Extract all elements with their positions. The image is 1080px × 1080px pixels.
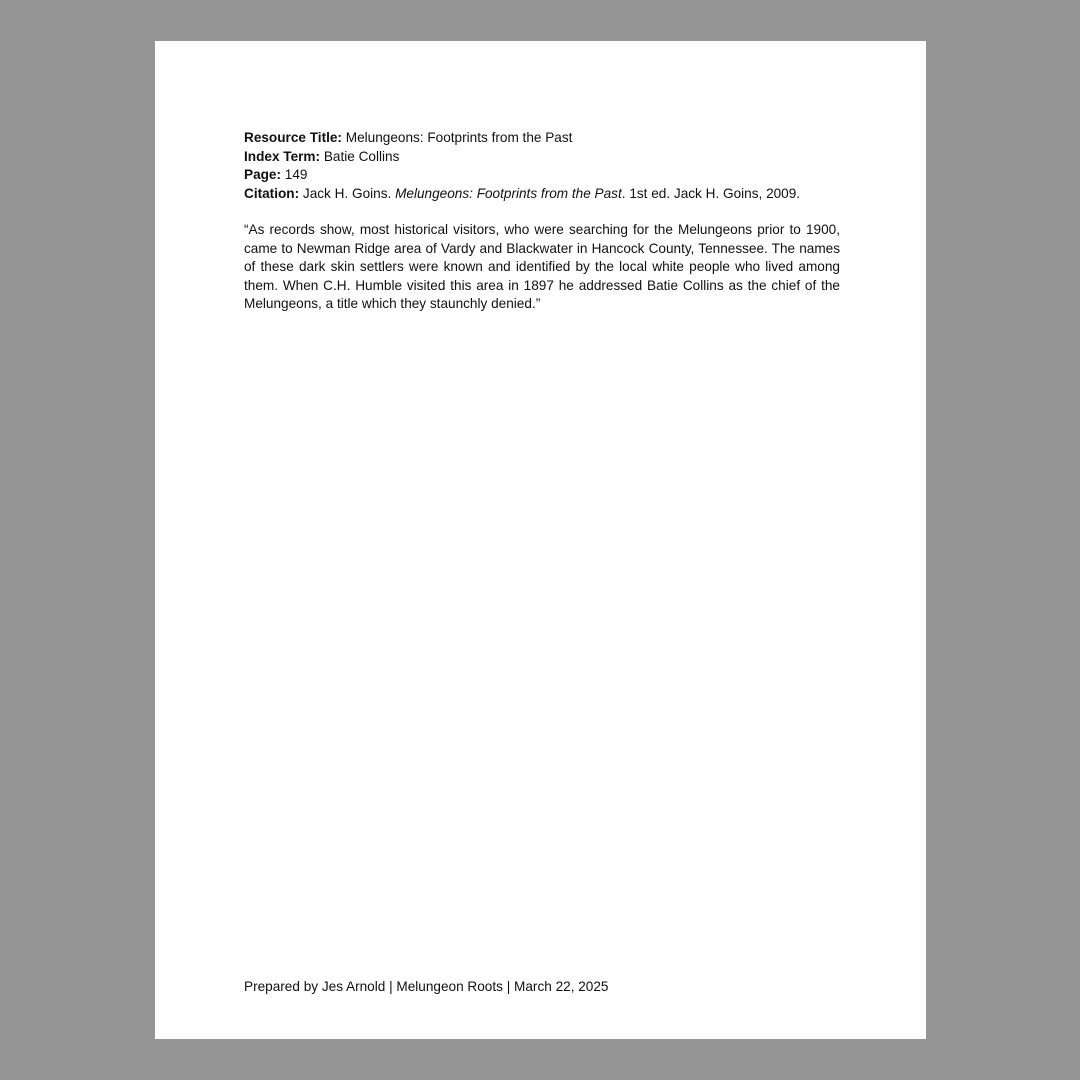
document-page (155, 41, 926, 1039)
quote-paragraph: “As records show, most historical visitors, who were searching for the Melungeons prior to 1900, came to Newman Ridge area of Vardy and Blackwater in Hancock County, Tennessee. The names of these dark skin settlers were known and identified by the local white people who lived among them. When C.H. Humble visited this area in 1897 he addressed Batie Collins as the chief of the Melungeons, a title which they staunchly denied.” (244, 222, 840, 311)
citation-label: Citation: (244, 185, 300, 201)
page-number-value: 149 (281, 167, 308, 182)
index-term-line (244, 148, 844, 167)
resource-title-label: Resource Title: (244, 130, 342, 145)
index-term-label: Index Term: (244, 148, 321, 164)
citation-line (244, 185, 844, 204)
metadata-block (244, 129, 844, 203)
citation-author: Jack H. Goins. (299, 185, 396, 201)
resource-title-value: Melungeons: Footprints from the Past (341, 130, 573, 145)
citation-title: Melungeons: Footprints from the Past (395, 185, 622, 201)
footer-text: Prepared by Jes Arnold | Melungeon Roots | March 22, 2025 (244, 979, 609, 994)
citation-rest: . 1st ed. Jack H. Goins, 2009. (621, 185, 801, 201)
page-number-label: Page: (244, 167, 282, 182)
page-number-line (244, 166, 844, 185)
resource-title-line (244, 129, 844, 148)
index-term-value: Batie Collins (320, 148, 400, 164)
